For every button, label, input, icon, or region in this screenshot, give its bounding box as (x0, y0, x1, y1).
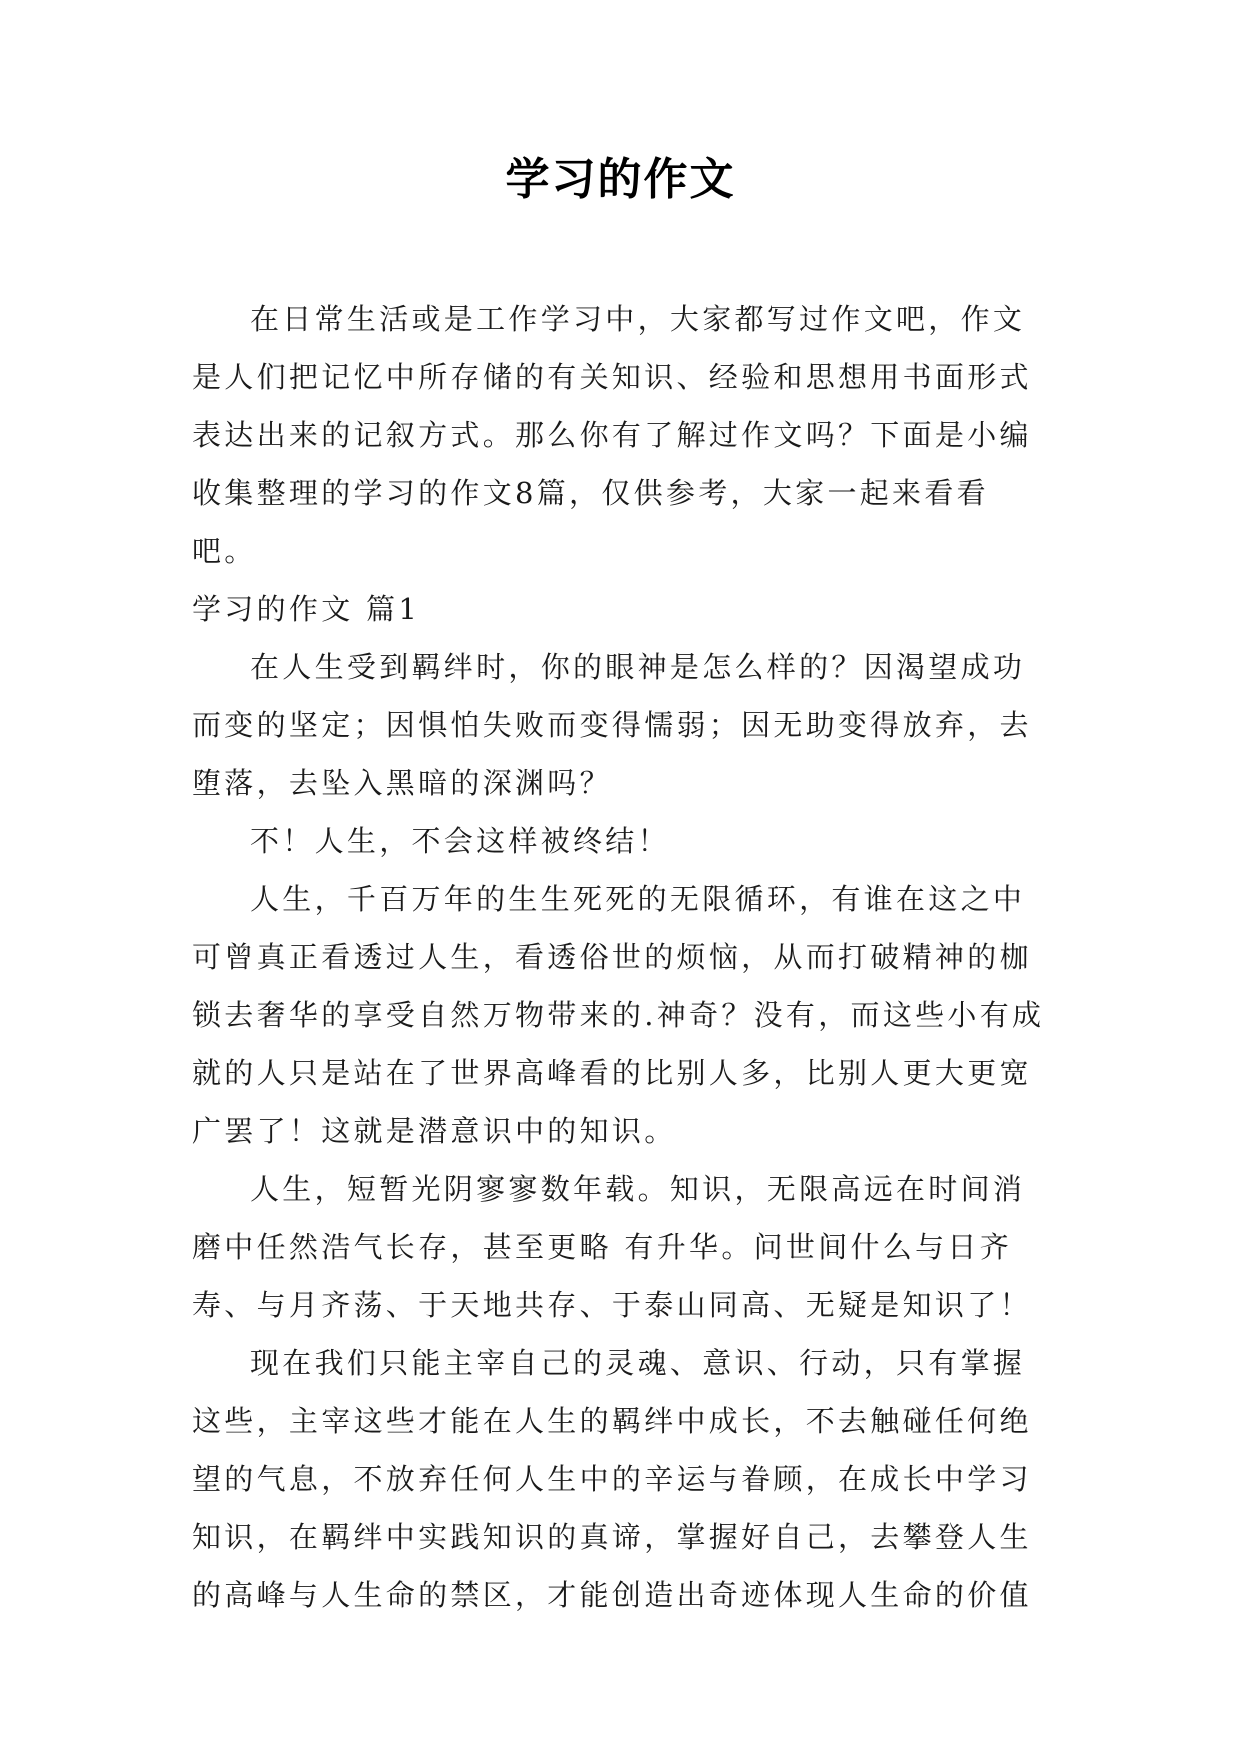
document-body (192, 290, 1050, 1624)
body-paragraph: 在人生受到羁绊时，你的眼神是怎么样的？因渴望成功而变的坚定；因惧怕失败而变得懦弱；因无助变得放弃，去堕落，去坠入黑暗的深渊吗？ (192, 650, 1032, 800)
section-heading: 学习的作文 篇1 (192, 592, 421, 626)
document-title: 学习的作文 (505, 154, 736, 205)
body-paragraph: 人生，千百万年的生生死死的无限循环，有谁在这之中可曾真正看透过人生，看透俗世的烦恼，从而打破精神的枷锁去奢华的享受自然万物带来的.神奇？没有，而这些小有成就的人只是站在了世界高峰看的比别人多，比别人更大更宽广罢了！这就是潜意识中的知识。 (192, 882, 1045, 1148)
body-paragraph: 人生，短暂光阴寥寥数年载。知识，无限高远在时间消磨中任然浩气长存，甚至更略 有升华。问世间什么与日齐寿、与月齐荡、于天地共存、于泰山同高、无疑是知识了！ (192, 1172, 1032, 1322)
body-paragraph: 不！人生，不会这样被终结！ (250, 824, 670, 858)
body-paragraph: 现在我们只能主宰自己的灵魂、意识、行动，只有掌握这些，主宰这些才能在人生的羁绊中成长，不去触碰任何绝望的气息，不放弃任何人生中的辛运与眷顾，在成长中学习知识，在羁绊中实践知识的真谛，掌握好自己，去攀登人生的高峰与人生命的禁区，才能创造出奇迹体现人生命的价值 (192, 1346, 1032, 1612)
intro-paragraph: 在日常生活或是工作学习中，大家都写过作文吧，作文是人们把记忆中所存储的有关知识、经验和思想用书面形式表达出来的记叙方式。那么你有了解过作文吗？下面是小编收集整理的学习的作文8篇，仅供参考，大家一起来看看吧。 (192, 302, 1032, 568)
